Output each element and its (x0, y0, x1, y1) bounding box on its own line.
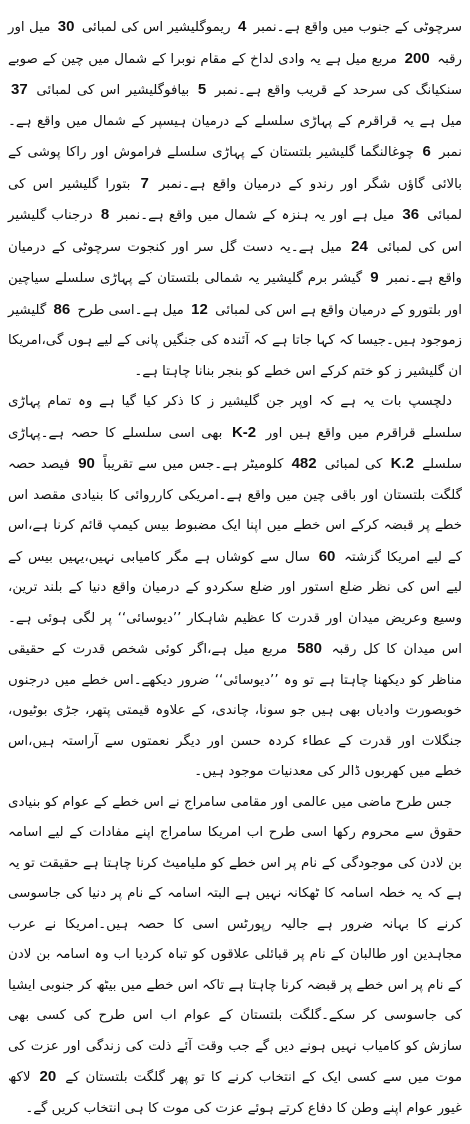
text-run: درجناب گلیشیر اس کی لمبائی (8, 208, 462, 255)
text-run: گلیشیر زموجود ہیں۔جیسا کہ کہا جاتا ہے کہ آئندہ کی جنگیں پانی کے لیے ہوں گی،امریکا ان گلیشیر ز کو ختم کرکے اس خطے کو بنجر بنانا چاہتا ہے۔ (8, 303, 462, 379)
text-run: فیصد حصہ گلگت بلتستان اور باقی چین میں واقع ہے۔امریکی کارروائی کا بنیادی مقصد اس خطے پر قبضہ کرکے اس خطے میں اپنا ایک مضبوط بیس کیمپ قائم کرنا ہے،اس کے لیے امریکا گزشتہ (8, 457, 462, 565)
text-run: مربع میل ہے،اگر کوئی شخص قدرت کے حقیقی مناظر کو دیکھنا چاہتا ہے تو وہ ’’دیوسائی‘‘ ضرور دیکھے۔اس خطے میں درجنوں خوبصورت وادیاں بھی ہیں جو سونا، چاندی، کے علاوہ قیمتی پتھر، جڑی بوٹیوں، جنگلات اور قدرت کے عطاء کردہ حسن اور دیگر نعمتوں سے آراستہ ہیں،اس خطے میں کھربوں ڈالر کی معدنیات موجود ہیں۔ (8, 642, 462, 779)
text-run: میل ہے۔اسی طرح (73, 303, 188, 318)
bold-number: 30 (55, 18, 78, 35)
bold-number: 90 (75, 455, 98, 472)
text-run: سرچوٹی کے جنوب میں واقع ہے۔نمبر (249, 20, 462, 35)
bold-number: 20 (37, 1068, 60, 1085)
bold-number: 5 (195, 81, 209, 98)
text-run: میل اور رقبہ (8, 20, 462, 67)
text-run: سال سے کوشاں ہے مگر کامیابی نہیں،یہیں بیس کے لیے اس کی نظر ضلع استور اور ضلع سکردو کے درمیان واقع دنیا کے بلند ترین، وسیع وعریض میدان اور قدرت کا عظیم شاہکار ’’دیوسائی‘‘ پر لگی ہوئی ہے۔اس میدان کا کل رقبہ (8, 550, 462, 658)
text-run: ریموگلیشیر اس کی لمبائی (77, 20, 234, 35)
bold-number: K.2 (388, 455, 417, 472)
bold-number: 4 (235, 18, 249, 35)
article-paragraph-3 (8, 788, 462, 1124)
text-run: کلومیٹر ہے۔جس میں سے تقریباً (98, 457, 289, 472)
text-run: کی لمبائی (320, 457, 388, 472)
bold-number: 200 (402, 50, 433, 67)
bold-number: 60 (316, 548, 339, 565)
bold-number: 37 (8, 81, 31, 98)
bold-number: 12 (188, 301, 211, 318)
bold-number: 86 (51, 301, 74, 318)
text-run: لاکھ غیور عوام اپنے وطن کا دفاع کرتے ہوئے عزت کی موت کا ہی انتخاب کریں گے۔ (8, 1070, 462, 1116)
text-run: گیشر برم گلیشیر یہ شمالی بلتستان کے پہاڑی سلسلے سیاچین اور بلتورو کے درمیان واقع ہے اس کی لمبائی (8, 271, 462, 318)
text-run: بھی اسی سلسلے کا حصہ ہے۔پہاڑی سلسلے (8, 426, 462, 473)
bold-number: 580 (294, 640, 325, 657)
bold-number: 482 (289, 455, 320, 472)
text-run: دلچسپ بات یہ ہے کہ اوپر جن گلیشیر ز کا ذکر کیا گیا ہے وہ تمام پہاڑی سلسلے قراقرم میں واقع ہیں اور (8, 394, 462, 441)
bold-number: 6 (419, 143, 433, 160)
article-page (8, 12, 462, 1124)
bold-number: 7 (138, 175, 152, 192)
text-run: چوغالنگما گلیشیر بلتستان کے پہاڑی سلسلے فراموش اور راکا پوشی کے بالائی گاؤں شگر اور رندو کے درمیان واقع ہے۔نمبر (8, 145, 462, 192)
text-run: میل ہے اور یہ ہنزہ کے شمال میں واقع ہے۔نمبر (112, 208, 399, 223)
bold-number: 36 (399, 206, 422, 223)
text-run: میل ہے۔یہ دست گل سر اور کنجوت سرچوٹی کے درمیان واقع ہے۔نمبر (8, 240, 462, 287)
text-run: بتورا گلیشیر اس کی لمبائی (8, 177, 462, 224)
text-run: جس طرح ماضی میں عالمی اور مقامی سامراج نے اس خطے کے عوام کو بنیادی حقوق سے محروم رکھا اسی طرح اب امریکا سامراج اپنے مفادات کے لیے اسامہ بن لادن کی موجودگی کے نام پر اس خطے کو ملیامیٹ کرنا چاہتا ہے حقیقت تو یہ ہے کہ یہ خطہ اسامہ کا ٹھکانہ نہیں ہے البتہ اسامہ کے نام پر دنیا کی جاسوسی کرنے کا بہانہ ضرور ہے جالیہ رپورٹس اسی کا حصہ ہیں۔امریکا نے عرب مجاہدین اور طالبان کے نام پر قبائلی علاقوں کو تباہ کردیا اب وہ اسامہ بن لادن کے نام پر اس خطے پر قبضہ کرنا چاہتا ہے تاکہ اس خطے میں بیٹھ کر جنوبی ایشیا کی جاسوسی کر سکے۔گلگت بلتستان کے عوام اب اس طرح کی کسی بھی سازش کو کامیاب نہیں ہونے دیں گے جب وقت آئے ذلت کی زندگی اور عزت کی موت میں سے کسی ایک کے انتخاب کرنے کا تو پھر گلگت بلتستان کے (8, 795, 462, 1086)
article-paragraph-1 (8, 12, 462, 387)
text-run: بیافوگلیشیر اس کی لمبائی (31, 83, 195, 98)
bold-number: 8 (98, 206, 112, 223)
article-paragraph-2 (8, 387, 462, 788)
bold-number: 24 (348, 238, 371, 255)
text-run: میل ہے یہ قراقرم کے پہاڑی سلسلے کے درمیان ہیسپر کے شمال میں واقع ہے۔نمبر (8, 114, 462, 161)
bold-number: K-2 (229, 424, 259, 441)
text-run: مربع میل ہے یہ وادی لداخ کے مقام نوبرا کے شمال میں چین کے صوبے سنکیانگ کی سرحد کے قریب واقع ہے۔نمبر (8, 52, 462, 99)
bold-number: 9 (367, 269, 381, 286)
